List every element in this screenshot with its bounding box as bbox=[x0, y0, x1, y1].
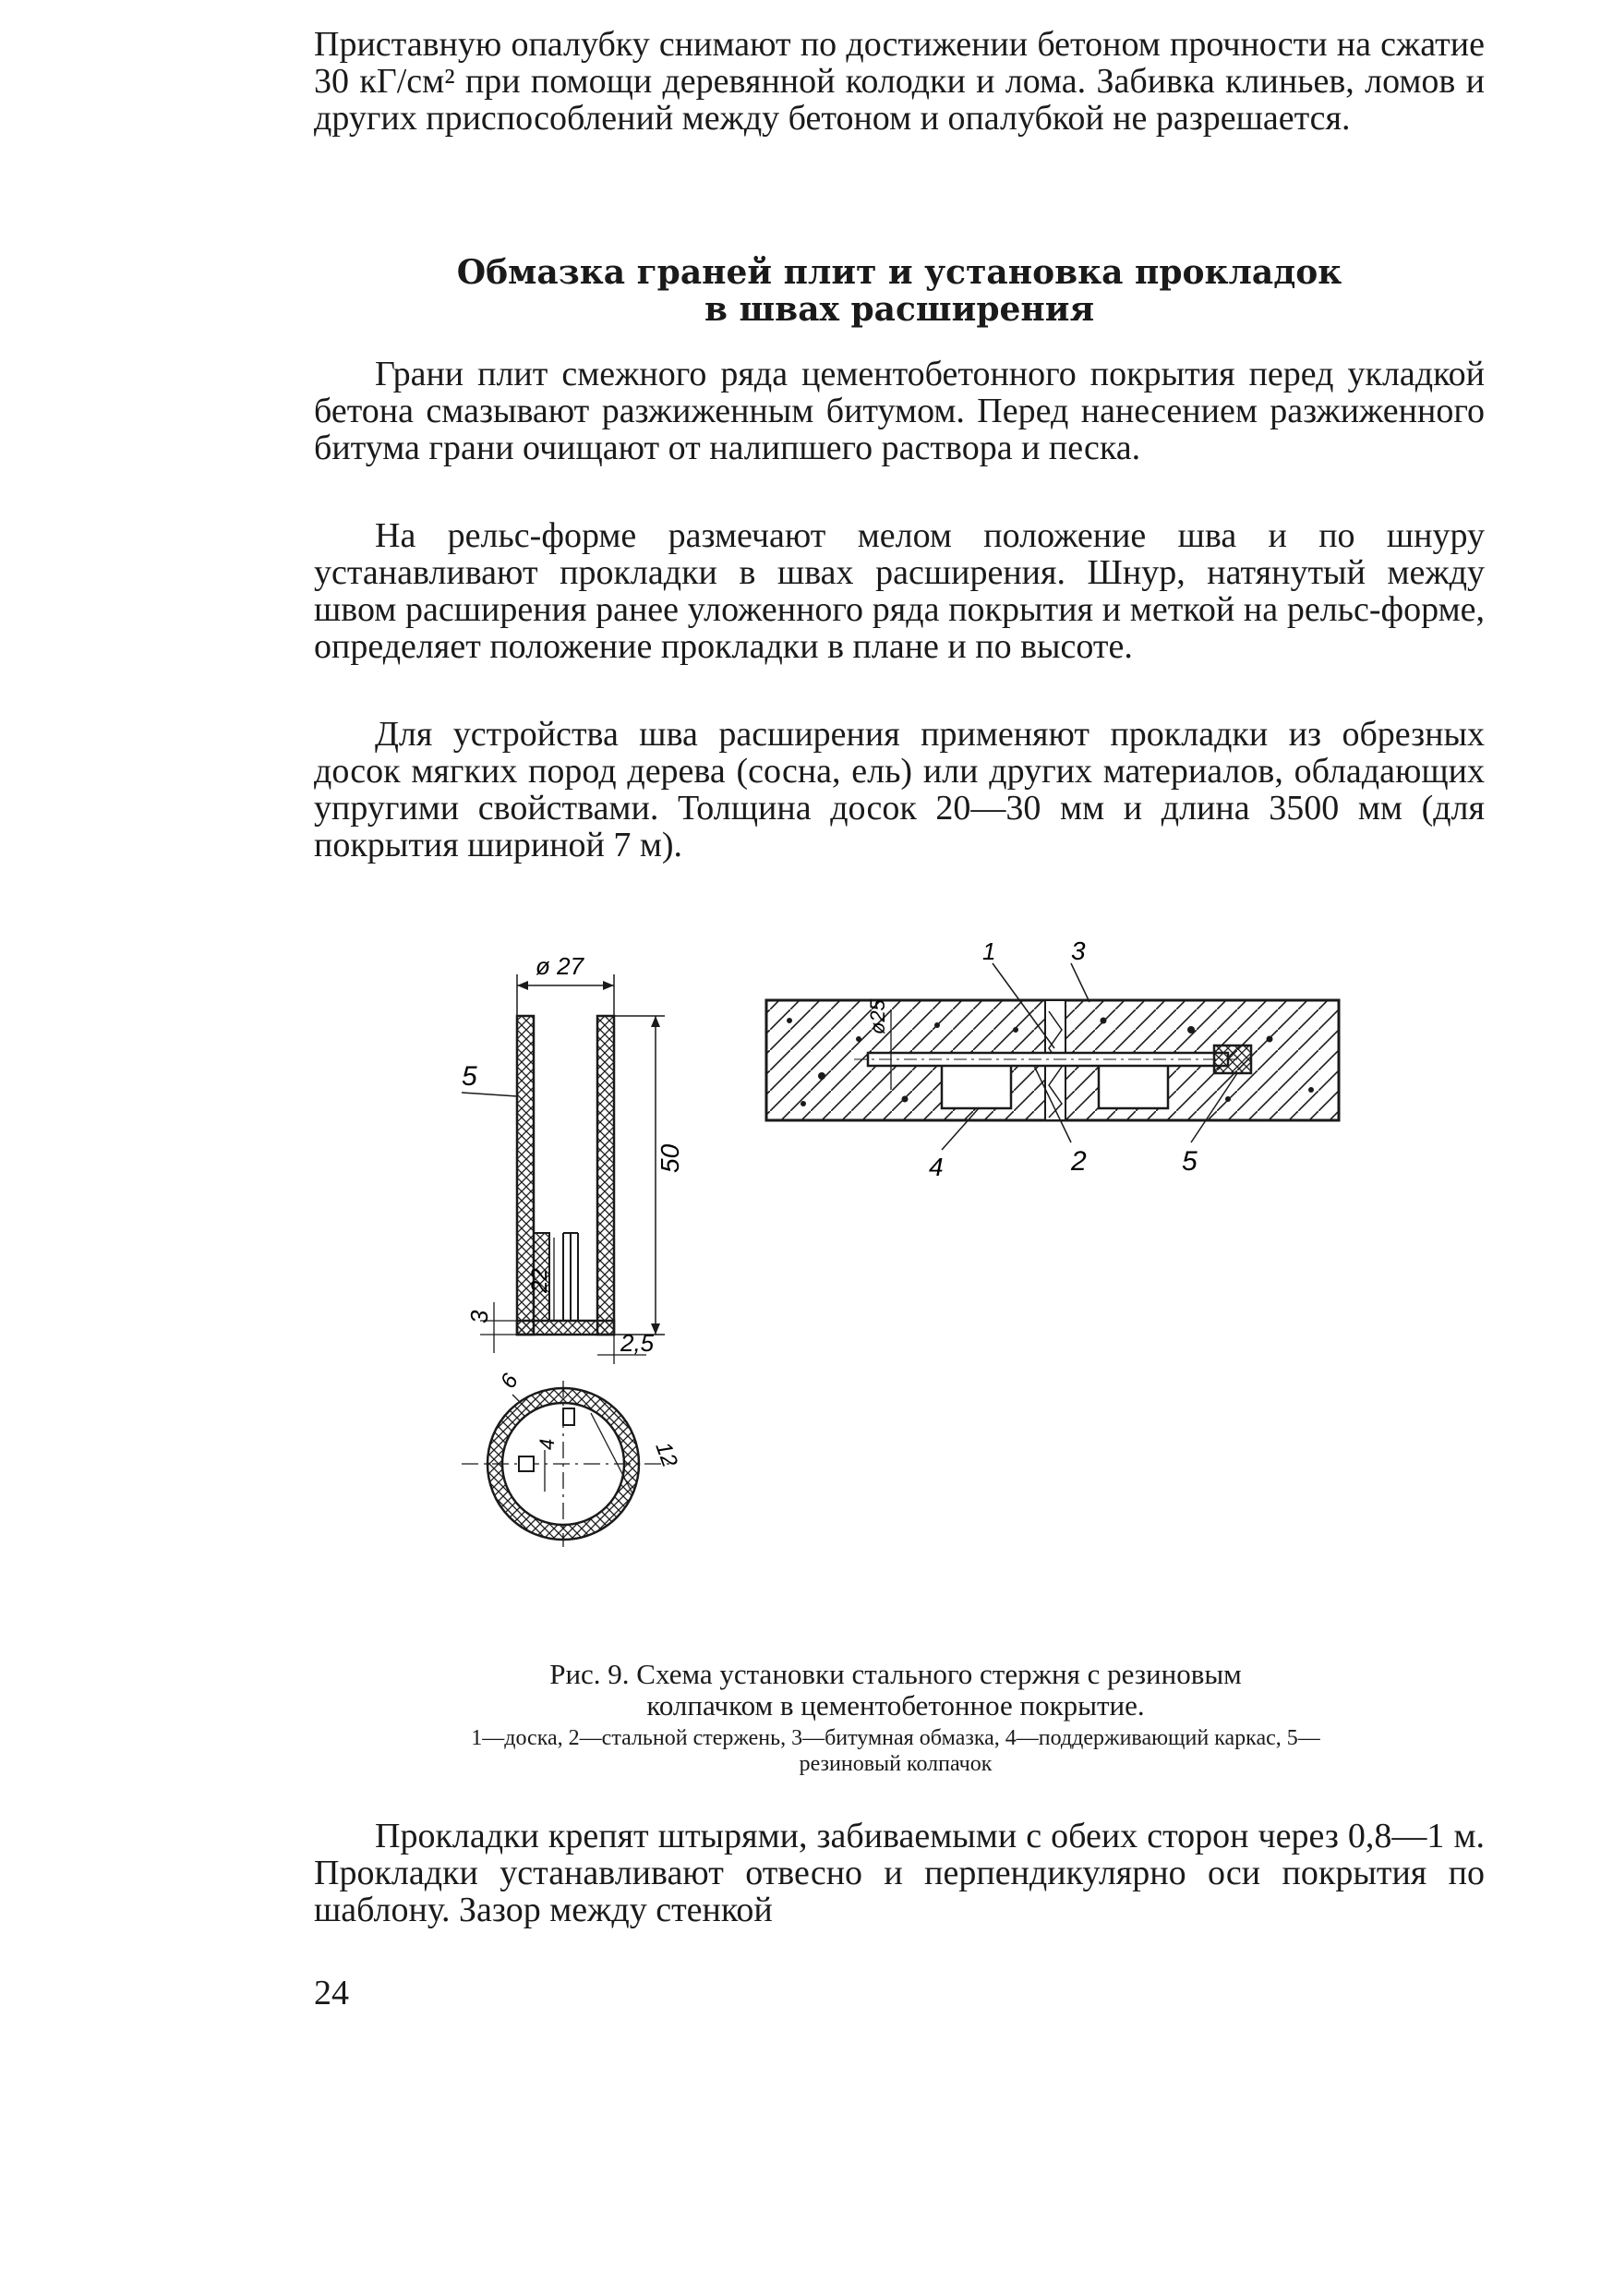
section-heading bbox=[314, 254, 1485, 328]
dim-diameter-label: ø 27 bbox=[536, 952, 584, 980]
callout-4: 4 bbox=[929, 1153, 944, 1181]
figure-caption-line-1: Рис. 9. Схема установки стального стержня с резиновым bbox=[549, 1658, 1242, 1690]
pavement-section-drawing bbox=[766, 937, 1339, 1181]
dim-12-label: 12 bbox=[650, 1438, 682, 1471]
callout-2: 2 bbox=[1071, 1146, 1087, 1177]
figure-9-diagram bbox=[425, 928, 1357, 1639]
paragraph-marking-joints: На рельс-форме размечают мелом положение шва и по шнуру устанавливают прокладки в швах расширения. Шнур, натянутый между швом расширения ранее уложенного ряда покрытия и меткой на рельс-форме, определяет положение прокладки в плане и по высоте. bbox=[314, 516, 1485, 666]
callout-5-left: 5 bbox=[462, 1061, 477, 1092]
section-heading-line-2: в швах расширения bbox=[704, 290, 1095, 329]
figure-caption bbox=[434, 1659, 1357, 1722]
dim-4-label: 4 bbox=[536, 1438, 559, 1450]
page-number: 24 bbox=[314, 1974, 349, 2012]
dim-wall-label: 2,5 bbox=[620, 1329, 655, 1357]
dim-bottom-label: 3 bbox=[465, 1310, 493, 1323]
dim-height-label: 50 bbox=[656, 1143, 684, 1173]
cap-plan-drawing bbox=[462, 1369, 682, 1547]
paragraph-bitumen-coating: Грани плит смежного ряда цементобетонного покрытия перед укладкой бетона смазывают разжиженным битумом. Перед нанесением разжиженного битума грани очищают от налипшего раствора и песка. bbox=[314, 355, 1485, 467]
dim-inner-label: 22 bbox=[527, 1268, 552, 1293]
dim-rod-label: ø25 bbox=[866, 999, 889, 1034]
figure-legend: 1—доска, 2—стальной стержень, 3—битумная обмазка, 4—поддерживающий каркас, 5—резиновый колпачок bbox=[471, 1726, 1320, 1776]
callout-5-right: 5 bbox=[1182, 1146, 1198, 1177]
figure-caption-line-2: колпачком в цементобетонное покрытие. bbox=[646, 1689, 1145, 1722]
figure-9-svg bbox=[425, 928, 1357, 1639]
cap-section-drawing bbox=[462, 952, 684, 1364]
paragraph-joint-boards: Для устройства шва расширения применяют прокладки из обрезных досок мягких пород дерева (сосна, ель) или других материалов, обладающих упругими свойствами. Толщина досок 20—30 мм и длина 3500 мм (для покрытия шириной 7 м). bbox=[314, 715, 1485, 864]
paragraph-fastening-boards: Прокладки крепят штырями, забиваемыми с обеих сторон через 0,8—1 м. Прокладки устанавливают отвесно и перпендикулярно оси покрытия по шаблону. Зазор между стенкой bbox=[314, 1817, 1485, 1929]
callout-1: 1 bbox=[982, 937, 996, 965]
callout-3: 3 bbox=[1071, 937, 1086, 965]
section-heading-line-1: Обмазка граней плит и установка прокладок bbox=[456, 253, 1342, 292]
dim-6-label: 6 bbox=[495, 1369, 524, 1393]
paragraph-formwork-removal: Приставную опалубку снимают по достижении бетоном прочности на сжатие 30 кГ/см² при помощи деревянной колодки и лома. Забивка клиньев, ломов и других приспособлений между бетоном и опалубкой не разрешается. bbox=[314, 25, 1485, 138]
